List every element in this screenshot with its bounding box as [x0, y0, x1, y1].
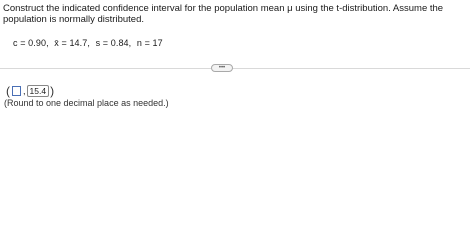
sample-std-dev: s = 0.84,: [95, 38, 132, 48]
close-paren: ): [50, 84, 55, 98]
comma: ,: [23, 86, 26, 96]
given-values: [13, 38, 166, 48]
lower-bound-input[interactable]: [12, 86, 21, 96]
question-text: Construct the indicated confidence interval for the population mean μ using the t-distribution. Assume the population is normally distributed.: [3, 3, 444, 25]
confidence-level: c = 0.90,: [13, 38, 49, 48]
sample-size: n = 17: [136, 38, 163, 48]
open-paren: (: [6, 84, 10, 98]
more-options-button[interactable]: •••: [211, 64, 233, 72]
section-divider: [0, 68, 470, 69]
answer-row: [6, 84, 54, 98]
upper-bound-value[interactable]: 15.4: [27, 85, 50, 97]
rounding-note: (Round to one decimal place as needed.): [4, 98, 169, 108]
sample-mean: x̄ = 14.7,: [54, 38, 90, 48]
